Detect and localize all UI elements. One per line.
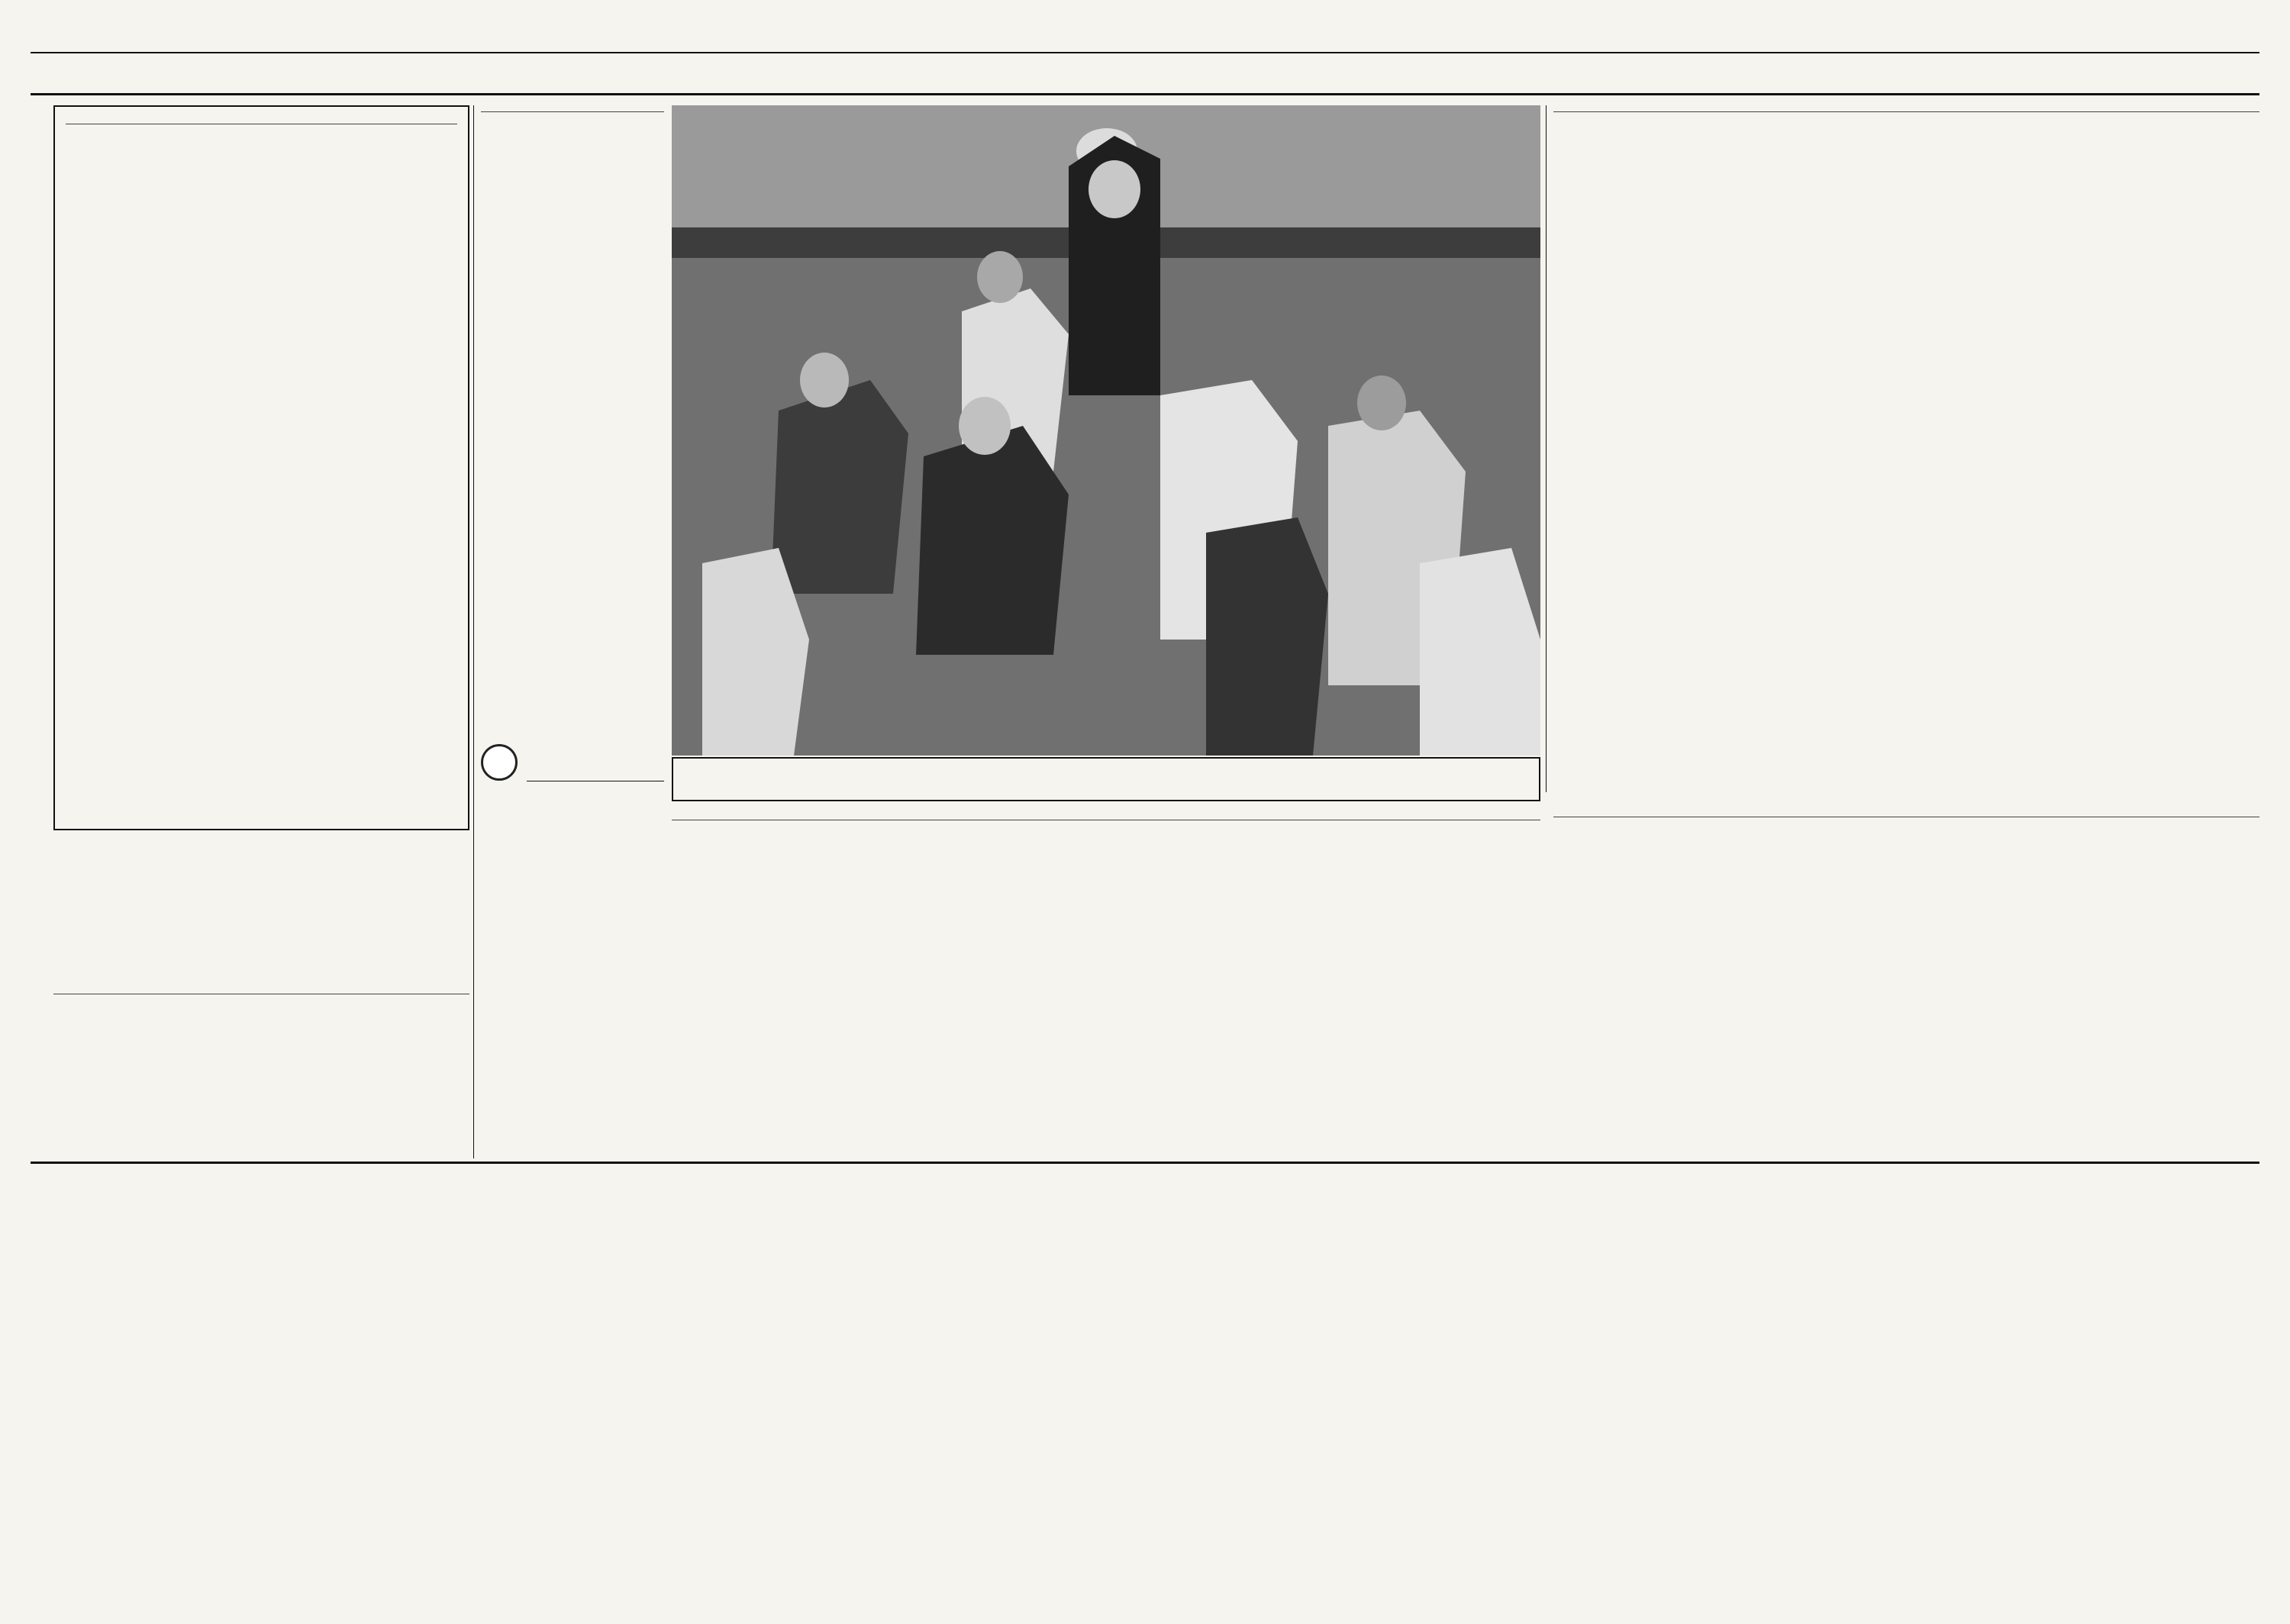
match-photo xyxy=(672,105,1540,756)
ekki-buid-byline xyxy=(672,818,1540,820)
thorsarar-body xyxy=(53,1009,469,1158)
erfitt-byline xyxy=(1553,815,2259,817)
jafntefli-byline xyxy=(481,110,664,112)
keflavik-byline xyxy=(66,122,457,124)
jafntefli-article xyxy=(481,105,664,739)
evropu-body xyxy=(1553,115,2259,474)
matches-top-rule xyxy=(31,1162,2259,1164)
jafntefli-body xyxy=(481,115,664,604)
ekki-buid-body xyxy=(672,823,1540,976)
tropi-logo-icon xyxy=(481,744,518,781)
evropu-article xyxy=(1553,105,2259,792)
erfitt-body xyxy=(1553,820,2259,1068)
evropu-byline xyxy=(1553,110,2259,112)
stadan-box xyxy=(481,744,664,1187)
match-photo-illustration xyxy=(672,105,1540,756)
photo-caption-box xyxy=(672,757,1540,801)
thorsarar-byline xyxy=(53,992,469,994)
col-divider-1 xyxy=(473,105,474,1158)
header-rule xyxy=(31,52,2259,53)
keflavik-article xyxy=(53,105,469,830)
erfitt-article xyxy=(1553,800,2259,1158)
ekki-buid-article xyxy=(672,807,1540,1158)
col-divider-2 xyxy=(1546,105,1547,792)
keflavik-body xyxy=(66,127,457,654)
header-rule-2 xyxy=(31,93,2259,95)
